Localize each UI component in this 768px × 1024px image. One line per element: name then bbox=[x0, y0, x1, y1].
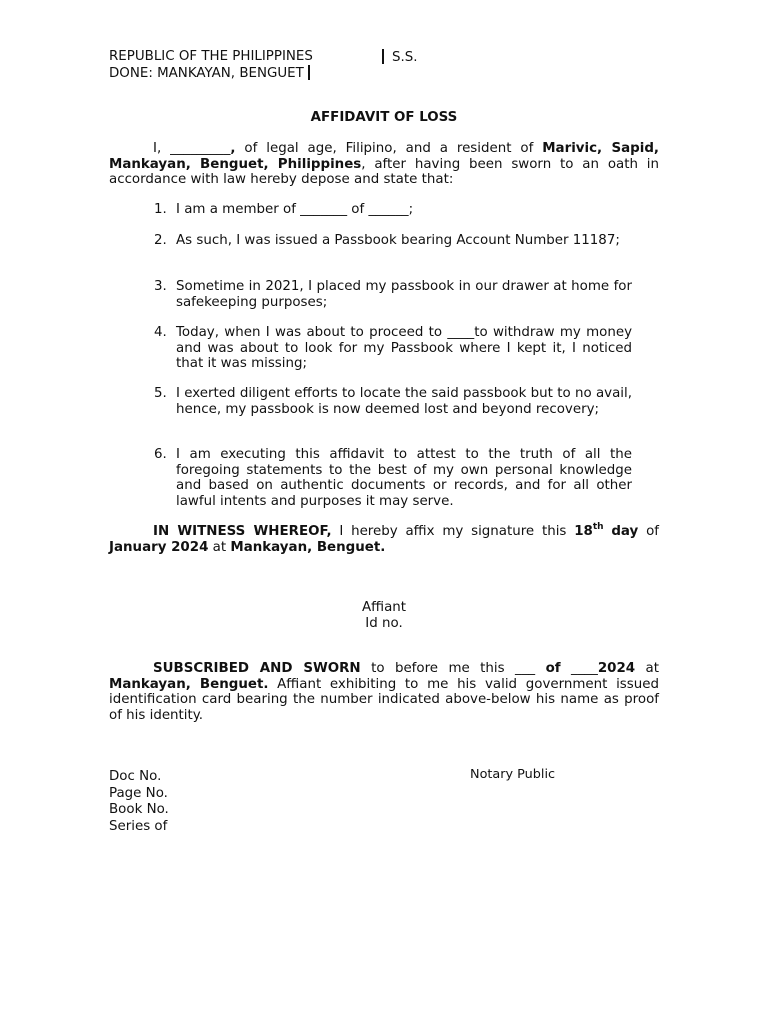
witness-heading: IN WITNESS WHEREOF, bbox=[153, 524, 332, 539]
book-no: Book No. bbox=[109, 802, 169, 818]
sworn-text-1: to before me this ___ bbox=[360, 661, 546, 676]
header-ss-text: S.S. bbox=[392, 50, 418, 65]
notary-details bbox=[109, 769, 169, 836]
sworn-blank: ____ bbox=[560, 661, 598, 676]
list-item bbox=[154, 233, 632, 249]
list-item-number: 4. bbox=[154, 325, 167, 340]
document-title: AFFIDAVIT OF LOSS bbox=[310, 110, 458, 125]
sworn-year: 2024 bbox=[597, 661, 636, 676]
list-item-text: As such, I was issued a Passbook bearing Account Number 11187; bbox=[176, 233, 620, 248]
intro-residence: Marivic, Sapid, Mankayan, Benguet, Philippines bbox=[109, 141, 659, 172]
sworn-text-2: at bbox=[635, 661, 659, 676]
witness-place: Mankayan, Benguet. bbox=[230, 539, 386, 555]
notary-public-label: Notary Public bbox=[470, 767, 556, 782]
intro-text-2: of legal age, Filipino, and a resident of bbox=[235, 141, 543, 156]
list-item-number: 3. bbox=[154, 279, 167, 294]
header-divider-1 bbox=[382, 49, 384, 64]
sworn-text-3: Affiant exhibiting to me his valid government issued identification card bearing the number indicated above-below his name as proof of his identity. bbox=[109, 676, 659, 723]
list-item bbox=[154, 279, 632, 310]
list-item bbox=[154, 325, 632, 372]
intro-text-1: I, _________ bbox=[153, 141, 231, 156]
list-item-text: I am a member of _______ of ______; bbox=[176, 202, 414, 217]
witness-day-number: 18 bbox=[574, 524, 593, 539]
witness-paragraph bbox=[109, 524, 659, 555]
header-republic: REPUBLIC OF THE PHILIPPINES bbox=[109, 49, 313, 64]
list-item-text: Sometime in 2021, I placed my passbook in our drawer at home for safekeeping purposes; bbox=[176, 279, 632, 310]
affiant-id: Id no. bbox=[365, 616, 403, 631]
intro-paragraph bbox=[109, 141, 659, 188]
list-item-text: Today, when I was about to proceed to ____to withdraw my money and was about to look for my Passbook where I kept it, I noticed that it was missing; bbox=[176, 325, 632, 372]
witness-text-2: of bbox=[638, 524, 659, 539]
witness-day-word: day bbox=[611, 524, 639, 539]
intro-comma: , bbox=[230, 141, 236, 156]
header-divider-2 bbox=[308, 65, 310, 80]
header-line-1 bbox=[109, 49, 313, 65]
sworn-paragraph bbox=[109, 661, 659, 723]
list-item bbox=[154, 447, 632, 509]
witness-text-1: I hereby affix my signature this bbox=[331, 524, 575, 539]
list-item bbox=[154, 202, 632, 218]
witness-day-suffix: th bbox=[592, 522, 604, 532]
witness-text-3: at bbox=[208, 539, 231, 555]
intro-text-3: , after having been sworn to an oath in accordance with law hereby depose and state that: bbox=[109, 156, 659, 188]
header-done: DONE: MANKAYAN, BENGUET bbox=[109, 66, 304, 81]
header-ss bbox=[382, 49, 418, 66]
list-item-number: 1. bbox=[154, 202, 167, 217]
witness-month-year: January 2024 bbox=[109, 539, 209, 555]
sworn-place: Mankayan, Benguet. bbox=[109, 676, 269, 692]
header-line-2 bbox=[109, 65, 310, 82]
list-item-text: I exerted diligent efforts to locate the said passbook but to no avail, hence, my passbook is now deemed lost and beyond recovery; bbox=[176, 386, 632, 417]
list-item-number: 5. bbox=[154, 386, 167, 401]
list-item bbox=[154, 386, 632, 417]
list-item-text: I am executing this affidavit to attest to the truth of all the foregoing statements to the best of my own personal knowledge and based on authentic documents or records, and for all other lawful intents and purposes it may serve. bbox=[176, 447, 632, 509]
list-item-number: 6. bbox=[154, 447, 167, 462]
doc-no: Doc No. bbox=[109, 769, 162, 784]
page-no: Page No. bbox=[109, 785, 168, 801]
affiant-label: Affiant bbox=[361, 600, 407, 615]
sworn-of: of bbox=[545, 661, 561, 676]
sworn-heading: SUBSCRIBED AND SWORN bbox=[153, 661, 361, 676]
series-of: Series of bbox=[109, 819, 168, 835]
list-item-number: 2. bbox=[154, 233, 167, 248]
